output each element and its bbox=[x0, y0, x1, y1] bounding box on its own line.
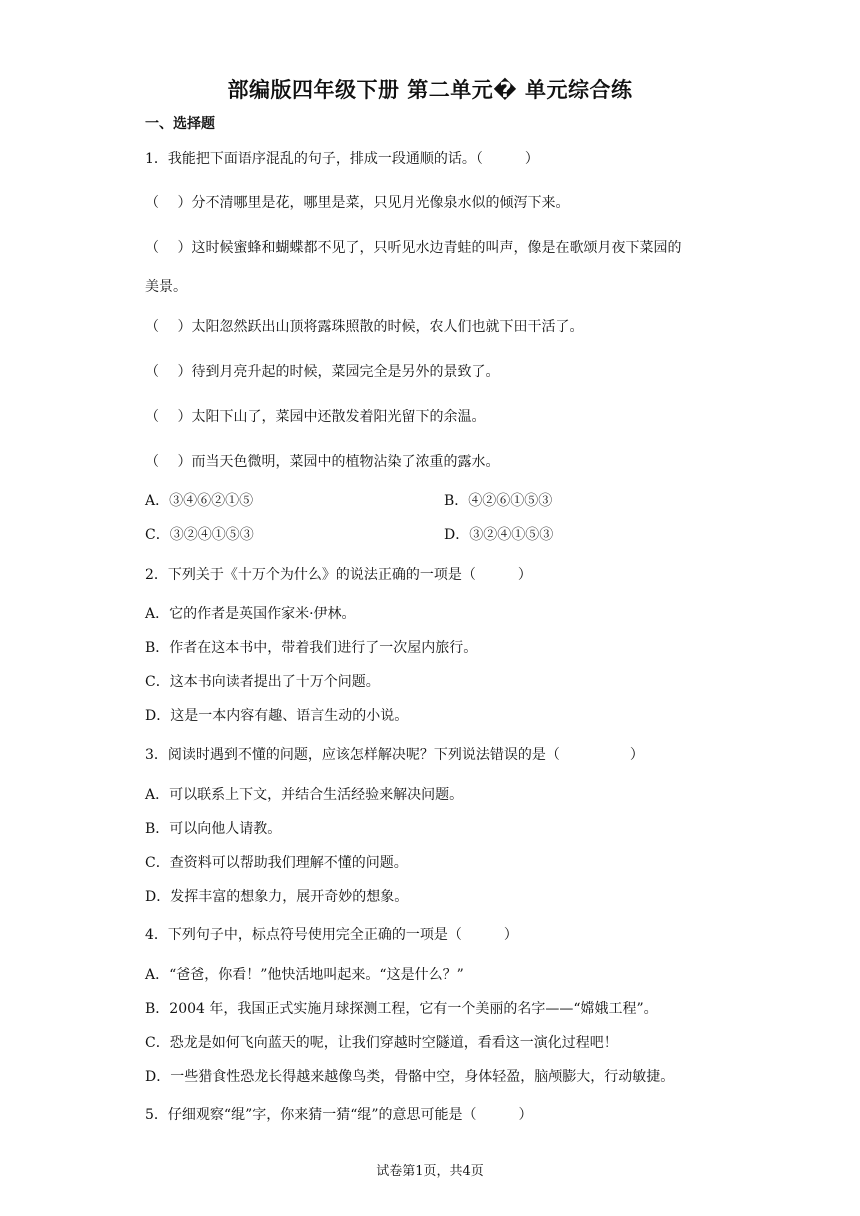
q3-option-d: D．发挥丰富的想象力，展开奇妙的想象。 bbox=[145, 889, 409, 905]
q2-option-a: A．它的作者是英国作家米·伊林。 bbox=[145, 606, 356, 622]
page-footer: 试卷第1页，共4页 bbox=[376, 1164, 484, 1179]
q4-option-d: D．一些猎食性恐龙长得越来越像鸟类，骨骼中空，身体轻盈，脑颅膨大，行动敏捷。 bbox=[145, 1069, 675, 1085]
q3-option-a: A．可以联系上下文，并结合生活经验来解决问题。 bbox=[145, 787, 464, 803]
q2-stem: 2．下列关于《十万个为什么》的说法正确的一项是（ ） bbox=[145, 567, 532, 583]
q1-sentence-2: （ ）这时候蜜蜂和蝴蝶都不见了，只听见水边青蛙的叫声，像是在歌颂月夜下菜园的 bbox=[145, 240, 682, 256]
q1-option-c: C．③②④①⑤③ bbox=[145, 527, 254, 543]
q1-sentence-5: （ ）太阳下山了，菜园中还散发着阳光留下的余温。 bbox=[145, 409, 486, 425]
q1-sentence-4: （ ）待到月亮升起的时候，菜园完全是另外的景致了。 bbox=[145, 364, 500, 380]
q1-stem: 1．我能把下面语序混乱的句子，排成一段通顺的话。（ ） bbox=[145, 151, 539, 167]
q3-stem: 3．阅读时遇到不懂的问题，应该怎样解决呢？下列说法错误的是（ ） bbox=[145, 747, 644, 763]
q4-option-b: B．2004 年，我国正式实施月球探测工程，它有一个美丽的名字——“嫦娥工程”。 bbox=[145, 1001, 658, 1017]
section-heading: 一、选择题 bbox=[145, 116, 215, 132]
q4-option-c: C．恐龙是如何飞向蓝天的呢，让我们穿越时空隧道，看看这一演化过程吧！ bbox=[145, 1035, 618, 1051]
q4-stem: 4．下列句子中，标点符号使用完全正确的一项是（ ） bbox=[145, 927, 518, 943]
q1-sentence-2-cont: 美景。 bbox=[145, 279, 187, 295]
q1-sentence-1: （ ）分不清哪里是花，哪里是菜，只见月光像泉水似的倾泻下来。 bbox=[145, 195, 570, 211]
q1-option-a: A．③④⑥②①⑤ bbox=[145, 493, 254, 509]
q4-option-a: A．“爸爸，你看！”他快活地叫起来。“这是什么？” bbox=[145, 967, 464, 983]
q2-option-b: B．作者在这本书中，带着我们进行了一次屋内旅行。 bbox=[145, 640, 478, 656]
q3-option-c: C．查资料可以帮助我们理解不懂的问题。 bbox=[145, 855, 408, 871]
q2-option-c: C．这本书向读者提出了十万个问题。 bbox=[145, 674, 380, 690]
q2-option-d: D．这是一本内容有趣、语言生动的小说。 bbox=[145, 708, 409, 724]
q1-option-d: D．③②④①⑤③ bbox=[444, 527, 554, 543]
q1-sentence-3: （ ）太阳忽然跃出山顶将露珠照散的时候，农人们也就下田干活了。 bbox=[145, 319, 584, 335]
q1-option-b: B．④②⑥①⑤③ bbox=[444, 493, 553, 509]
q1-sentence-6: （ ）而当天色微明，菜园中的植物沾染了浓重的露水。 bbox=[145, 454, 500, 470]
q5-stem: 5．仔细观察“绲”字，你来猜一猜“绲”的意思可能是（ ） bbox=[145, 1107, 533, 1123]
q3-option-b: B．可以向他人请教。 bbox=[145, 821, 282, 837]
page-title: 部编版四年级下册 第二单元� 单元综合练 bbox=[227, 78, 633, 102]
